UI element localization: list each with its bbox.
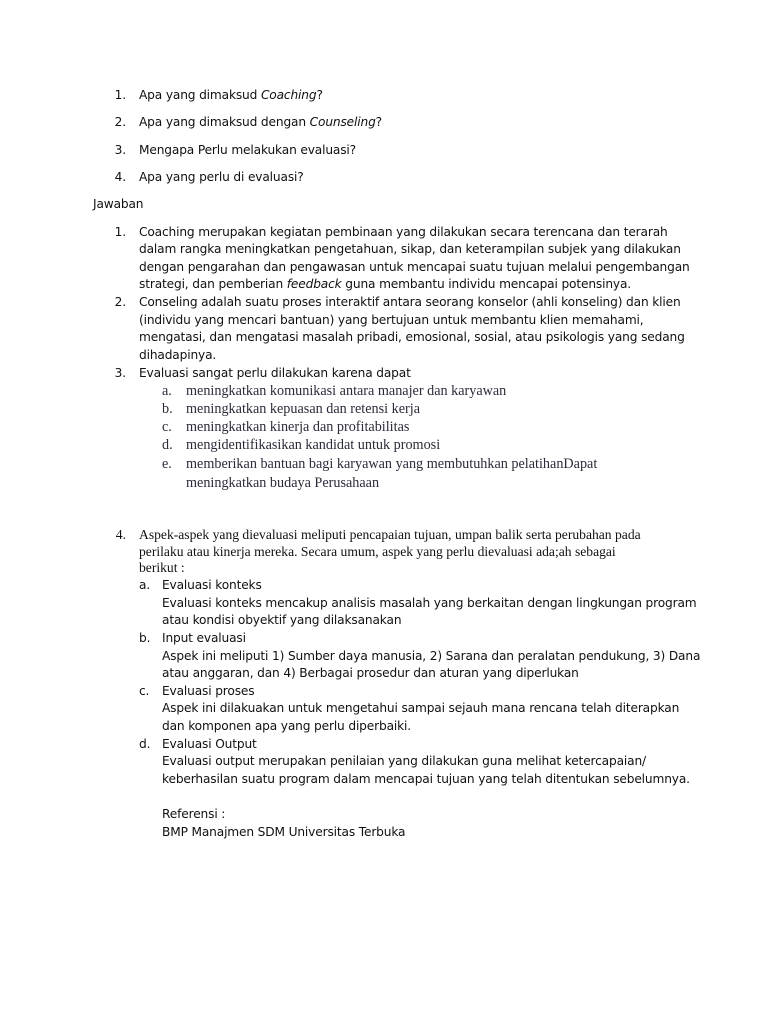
list-item-continuation: meningkatkan budaya Perusahaan bbox=[186, 475, 380, 491]
question-3: Mengapa Perlu melakukan evaluasi? bbox=[139, 143, 356, 157]
sub-item-title: Input evaluasi bbox=[162, 631, 246, 645]
answer-line: perilaku atau kinerja mereka. Secara umum, aspek yang perlu dievaluasi ada;ah sebagai bbox=[139, 544, 616, 559]
answer-number: 3. bbox=[114, 366, 126, 380]
answer-line: dihadapinya. bbox=[139, 348, 217, 362]
sub-item-line: keberhasilan suatu program dalam mencapai tujuan yang telah ditentukan sebelumnya. bbox=[162, 772, 690, 786]
question-number: 1. bbox=[114, 88, 126, 102]
answer-intro: Evaluasi sangat perlu dilakukan karena dapat bbox=[139, 366, 411, 380]
list-item-letter: e. bbox=[162, 456, 172, 472]
question-number: 2. bbox=[114, 115, 126, 129]
sub-item-letter: a. bbox=[139, 578, 151, 592]
list-item: meningkatkan kepuasan dan retensi kerja bbox=[186, 401, 421, 417]
sub-item-line: Aspek ini dilakuakan untuk mengetahui sampai sejauh mana rencana telah diterapkan bbox=[162, 701, 680, 715]
question-number: 3. bbox=[114, 143, 126, 157]
answer-number: 1. bbox=[114, 225, 126, 239]
list-item: mengidentifikasikan kandidat untuk promosi bbox=[186, 437, 441, 453]
answer-line: (individu yang mencari bantuan) yang bertujuan untuk membantu klien memahami, bbox=[139, 313, 644, 327]
list-item-letter: d. bbox=[162, 437, 173, 453]
answer-line: dalam rangka meningkatkan pengetahuan, sikap, dan keterampilan subjek yang dilakukan bbox=[139, 242, 681, 256]
answer-number: 2. bbox=[114, 295, 126, 309]
list-item-letter: c. bbox=[162, 419, 172, 435]
list-item: memberikan bantuan bagi karyawan yang membutuhkan pelatihanDapat bbox=[186, 456, 598, 472]
answer-line: Conseling adalah suatu proses interaktif antara seorang konselor (ahli konseling) dan klien bbox=[139, 295, 681, 309]
question-number: 4. bbox=[114, 170, 126, 184]
sub-item-letter: d. bbox=[139, 737, 151, 751]
sub-item-line: atau kondisi obyektif yang dilaksanakan bbox=[162, 613, 402, 627]
list-item: meningkatkan komunikasi antara manajer dan karyawan bbox=[186, 383, 507, 399]
answers-heading: Jawaban bbox=[93, 197, 144, 211]
answer-line: Coaching merupakan kegiatan pembinaan yang dilakukan secara terencana dan terarah bbox=[139, 225, 668, 239]
sub-item-line: Aspek ini meliputi 1) Sumber daya manusia, 2) Sarana dan peralatan pendukung, 3) Dana bbox=[162, 649, 701, 663]
sub-item-line: Evaluasi output merupakan penilaian yang dilakukan guna melihat ketercapaian/ bbox=[162, 754, 646, 768]
sub-item-title: Evaluasi konteks bbox=[162, 578, 262, 592]
list-item: meningkatkan kinerja dan profitabilitas bbox=[186, 419, 410, 435]
sub-item-letter: b. bbox=[139, 631, 151, 645]
sub-item-line: dan komponen apa yang perlu diperbaiki. bbox=[162, 719, 411, 733]
answer-line: berikut : bbox=[139, 560, 185, 575]
answer-line: Aspek-aspek yang dievaluasi meliputi pencapaian tujuan, umpan balik serta perubahan pada bbox=[139, 527, 641, 542]
question-2: Apa yang dimaksud dengan Counseling? bbox=[139, 115, 382, 129]
list-item-letter: a. bbox=[162, 383, 172, 399]
sub-item-title: Evaluasi proses bbox=[162, 684, 255, 698]
list-item-letter: b. bbox=[162, 401, 173, 417]
reference-source: BMP Manajmen SDM Universitas Terbuka bbox=[162, 825, 406, 839]
answer-line: mengatasi, dan mengatasi masalah pribadi, emosional, sosial, atau psikologis yang sedang bbox=[139, 330, 685, 344]
sub-item-line: Evaluasi konteks mencakup analisis masalah yang berkaitan dengan lingkungan program bbox=[162, 596, 697, 610]
reference-label: Referensi : bbox=[162, 807, 226, 821]
question-1: Apa yang dimaksud Coaching? bbox=[139, 88, 323, 102]
sub-item-title: Evaluasi Output bbox=[162, 737, 257, 751]
question-4: Apa yang perlu di evaluasi? bbox=[139, 170, 304, 184]
answer-number: 4. bbox=[115, 527, 126, 542]
sub-item-letter: c. bbox=[139, 684, 150, 698]
answer-line: dengan pengarahan dan pengawasan untuk mencapai suatu tujuan melalui pengembangan bbox=[139, 260, 690, 274]
answer-line: strategi, dan pemberian feedback guna membantu individu mencapai potensinya. bbox=[139, 277, 632, 291]
sub-item-line: atau anggaran, dan 4) Berbagai prosedur dan aturan yang diperlukan bbox=[162, 666, 579, 680]
